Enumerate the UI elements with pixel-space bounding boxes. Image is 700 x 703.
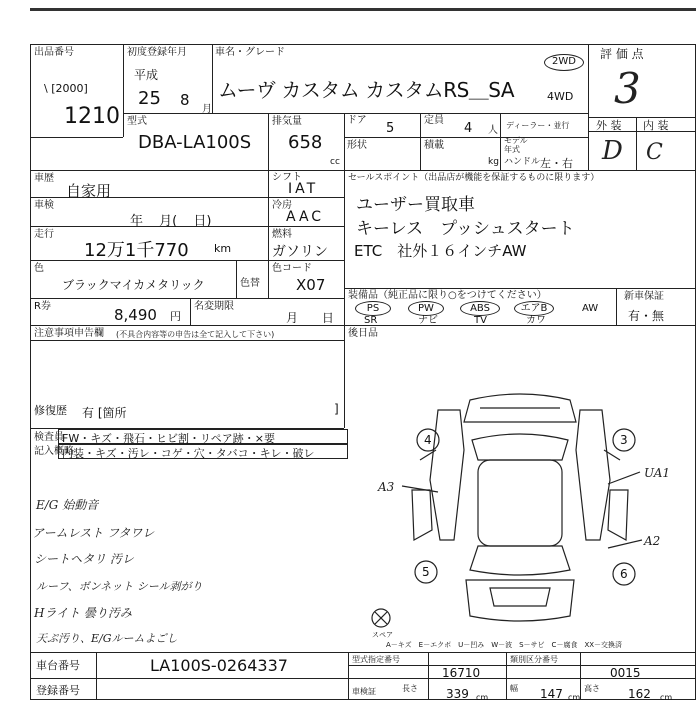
yen-unit: 円 bbox=[170, 310, 181, 323]
divider bbox=[344, 170, 345, 428]
load-label: 積載 bbox=[424, 140, 444, 151]
color-change-label: 色替 bbox=[240, 278, 260, 289]
displacement-label: 排気量 bbox=[272, 116, 302, 127]
note-3: シートヘタリ 汚レ bbox=[34, 552, 134, 566]
reg-label: 登録番号 bbox=[36, 684, 80, 697]
divider bbox=[428, 652, 429, 700]
divider bbox=[344, 113, 345, 170]
width: 147 bbox=[540, 687, 563, 701]
car-damage-diagram bbox=[350, 380, 696, 645]
type-designation-label: 型式指定番号 bbox=[352, 655, 400, 664]
handle-label: ハンドル bbox=[504, 157, 541, 167]
divider bbox=[420, 113, 421, 170]
note-2: アームレスト フタワレ bbox=[32, 526, 155, 540]
chassis-number: LA100S-0264337 bbox=[150, 656, 288, 675]
wheel-3: 3 bbox=[620, 433, 628, 447]
divider bbox=[236, 260, 237, 298]
divider bbox=[96, 652, 97, 700]
sales-line-3: ETC 社外１６インチAW bbox=[354, 242, 527, 260]
lot-number: 1210 bbox=[64, 104, 120, 129]
km-unit: km bbox=[214, 242, 232, 255]
top-strip-line bbox=[30, 8, 696, 11]
divider bbox=[344, 288, 696, 289]
cc-unit: cc bbox=[330, 157, 340, 167]
new-warranty-value: 有・無 bbox=[628, 309, 665, 323]
capacity-unit: 人 bbox=[488, 125, 498, 136]
diagram-ua1: UA1 bbox=[644, 466, 671, 480]
fuel: ガソリン bbox=[272, 244, 328, 260]
recycle: 8,490 bbox=[114, 306, 157, 324]
note-5: Hライト 曇り汚み bbox=[34, 606, 132, 620]
length: 339 bbox=[446, 687, 469, 701]
divider bbox=[588, 117, 696, 118]
mileage: 12万1千770 bbox=[84, 240, 189, 261]
equip-sr: SR bbox=[364, 315, 378, 326]
divider bbox=[123, 113, 588, 114]
era: 平成 bbox=[134, 68, 159, 82]
drive-2wd: 2WD bbox=[544, 54, 584, 71]
inspector-label: 検査員 bbox=[34, 432, 64, 443]
dealer-label: ディーラー・並行 bbox=[506, 121, 570, 130]
note-4: ルーフ、ボンネット シール剥がり bbox=[36, 580, 203, 593]
equip-airbag: エアB bbox=[514, 301, 554, 316]
first-reg-label: 初度登録年月 bbox=[127, 47, 187, 58]
recycle-label: R券 bbox=[34, 301, 51, 312]
year: 25 bbox=[138, 88, 161, 109]
lot-label: 出品番号 bbox=[34, 47, 74, 58]
type-designation: 16710 bbox=[442, 666, 481, 680]
divider bbox=[30, 170, 696, 171]
eval-label: 評 価 点 bbox=[600, 47, 644, 61]
inspect-row-2-text: 内装・キズ・汚レ・コゲ・穴・タバコ・キレ・破レ bbox=[62, 447, 315, 460]
capacity: 4 bbox=[464, 121, 473, 136]
color-code-label: 色コード bbox=[272, 263, 312, 274]
color-code: X07 bbox=[296, 276, 326, 294]
exterior-grade: D bbox=[602, 136, 623, 166]
caution-sub: (不具合内容等の申告は全て記入して下さい) bbox=[116, 330, 275, 339]
inspection-label: 車検 bbox=[34, 200, 54, 211]
mileage-label: 走行 bbox=[34, 229, 54, 240]
interior-grade: C bbox=[646, 140, 663, 165]
equip-aw: AW bbox=[582, 303, 599, 314]
handle-value: 左・右 bbox=[540, 157, 573, 170]
divider bbox=[348, 665, 696, 666]
color: ブラックマイカメタリック bbox=[62, 278, 205, 292]
divider bbox=[616, 288, 617, 325]
sales-line-1: ユーザー買取車 bbox=[356, 195, 475, 215]
usage-label: 車歴 bbox=[34, 173, 54, 184]
shift-label: シフト bbox=[272, 172, 302, 183]
equip-ps: PS bbox=[355, 301, 391, 316]
equip-tv: TV bbox=[474, 315, 487, 326]
divider bbox=[636, 117, 637, 170]
divider bbox=[30, 678, 696, 679]
wheel-4: 4 bbox=[424, 433, 432, 447]
height-unit: cm bbox=[660, 693, 673, 702]
doors-label: ドア bbox=[347, 115, 367, 126]
class-number: 0015 bbox=[610, 666, 641, 680]
sales-points-label: セールスポイント（出品店が機能を保証するものに限ります） bbox=[348, 173, 600, 183]
new-warranty-label: 新車保証 bbox=[624, 291, 664, 302]
width-label: 幅 bbox=[510, 684, 518, 693]
rear-label: 後日品 bbox=[348, 328, 378, 339]
model-label: 型式 bbox=[127, 116, 147, 127]
divider bbox=[212, 44, 213, 113]
divider bbox=[30, 137, 123, 138]
model-year-label: モデル年式 bbox=[504, 136, 528, 154]
month: 8 bbox=[180, 91, 190, 109]
wheel-6: 6 bbox=[620, 567, 628, 581]
drive-4wd: 4WD bbox=[547, 90, 574, 103]
note-6: 天ぷ汚り、E/Gルームよごし bbox=[36, 632, 178, 645]
divider bbox=[268, 113, 269, 170]
color-label: 色 bbox=[34, 263, 44, 274]
length-unit: cm bbox=[476, 693, 489, 702]
ac-label: 冷房 bbox=[272, 200, 292, 211]
note-1: E/G 始動音 bbox=[36, 498, 99, 512]
fuel-label: 燃料 bbox=[272, 229, 292, 240]
name-grade-label: 車名・グレード bbox=[215, 47, 285, 58]
wheel-5: 5 bbox=[422, 565, 430, 579]
ac: AAC bbox=[286, 209, 325, 225]
shape-label: 形状 bbox=[347, 140, 367, 151]
divider bbox=[30, 652, 696, 653]
width-unit: cm bbox=[568, 693, 581, 702]
name-change-value: 月 日 bbox=[286, 311, 334, 325]
equip-navi: ナビ bbox=[418, 315, 438, 326]
equipment-label: 装備品（純正品に限り○をつけてください） bbox=[348, 290, 547, 301]
divider bbox=[588, 44, 589, 170]
height-label: 高さ bbox=[584, 684, 600, 693]
divider bbox=[268, 170, 269, 298]
equip-leather: カワ bbox=[526, 315, 546, 326]
repair-label: 修復歴 bbox=[34, 404, 67, 417]
divider bbox=[30, 325, 696, 326]
doors: 5 bbox=[386, 121, 395, 136]
sales-line-2: キーレス プッシュスタート bbox=[356, 219, 575, 239]
eval-score: 3 bbox=[614, 64, 641, 113]
model-name: ムーヴ カスタム カスタムRS＿SA bbox=[218, 78, 515, 102]
usage: 自家用 bbox=[66, 182, 112, 200]
equip-pw: PW bbox=[408, 301, 444, 316]
caution-label: 注意事項申告欄 bbox=[34, 328, 104, 339]
length-label: 長さ bbox=[402, 684, 418, 693]
repair-value: 有 [箇所 bbox=[82, 406, 127, 420]
capacity-label: 定員 bbox=[424, 115, 444, 126]
shift: IAT bbox=[288, 181, 319, 197]
divider bbox=[506, 652, 507, 700]
equip-abs: ABS bbox=[460, 301, 500, 316]
divider bbox=[190, 298, 191, 325]
repair-bracket-close: ] bbox=[334, 402, 339, 416]
spare-label: スペア bbox=[372, 631, 393, 639]
divider bbox=[348, 652, 349, 700]
diagram-a2: A2 bbox=[644, 534, 661, 548]
model-code: DBA-LA100S bbox=[138, 132, 252, 153]
divider bbox=[123, 44, 124, 137]
divider bbox=[30, 340, 344, 341]
dims-label: 車検証 bbox=[352, 687, 376, 696]
divider bbox=[500, 113, 501, 170]
exterior-label: 外 装 bbox=[596, 119, 622, 132]
class-label: 類別区分番号 bbox=[510, 655, 558, 664]
chassis-label: 車台番号 bbox=[36, 659, 80, 672]
height: 162 bbox=[628, 687, 651, 701]
entry-label: 記入概略 bbox=[34, 446, 74, 457]
lot-sub: \ [2000] bbox=[44, 82, 88, 95]
month-unit: 月 bbox=[202, 104, 212, 115]
name-change-label: 名変期限 bbox=[194, 301, 234, 312]
inspection-value: 年 月( 日) bbox=[130, 214, 212, 229]
interior-label: 内 装 bbox=[643, 119, 669, 132]
divider bbox=[344, 137, 588, 138]
diagram-a3: A3 bbox=[378, 480, 395, 494]
inspect-row-1-text: FW・キズ・飛石・ヒビ割・リペア跡・×要 bbox=[62, 432, 275, 445]
displacement: 658 bbox=[288, 132, 323, 153]
divider bbox=[30, 298, 344, 299]
damage-legend: A－キズ E－エクボ U－凹み W－波 S－サビ C－腐食 XX－交換済 bbox=[386, 641, 623, 649]
kg-unit: kg bbox=[488, 157, 499, 167]
